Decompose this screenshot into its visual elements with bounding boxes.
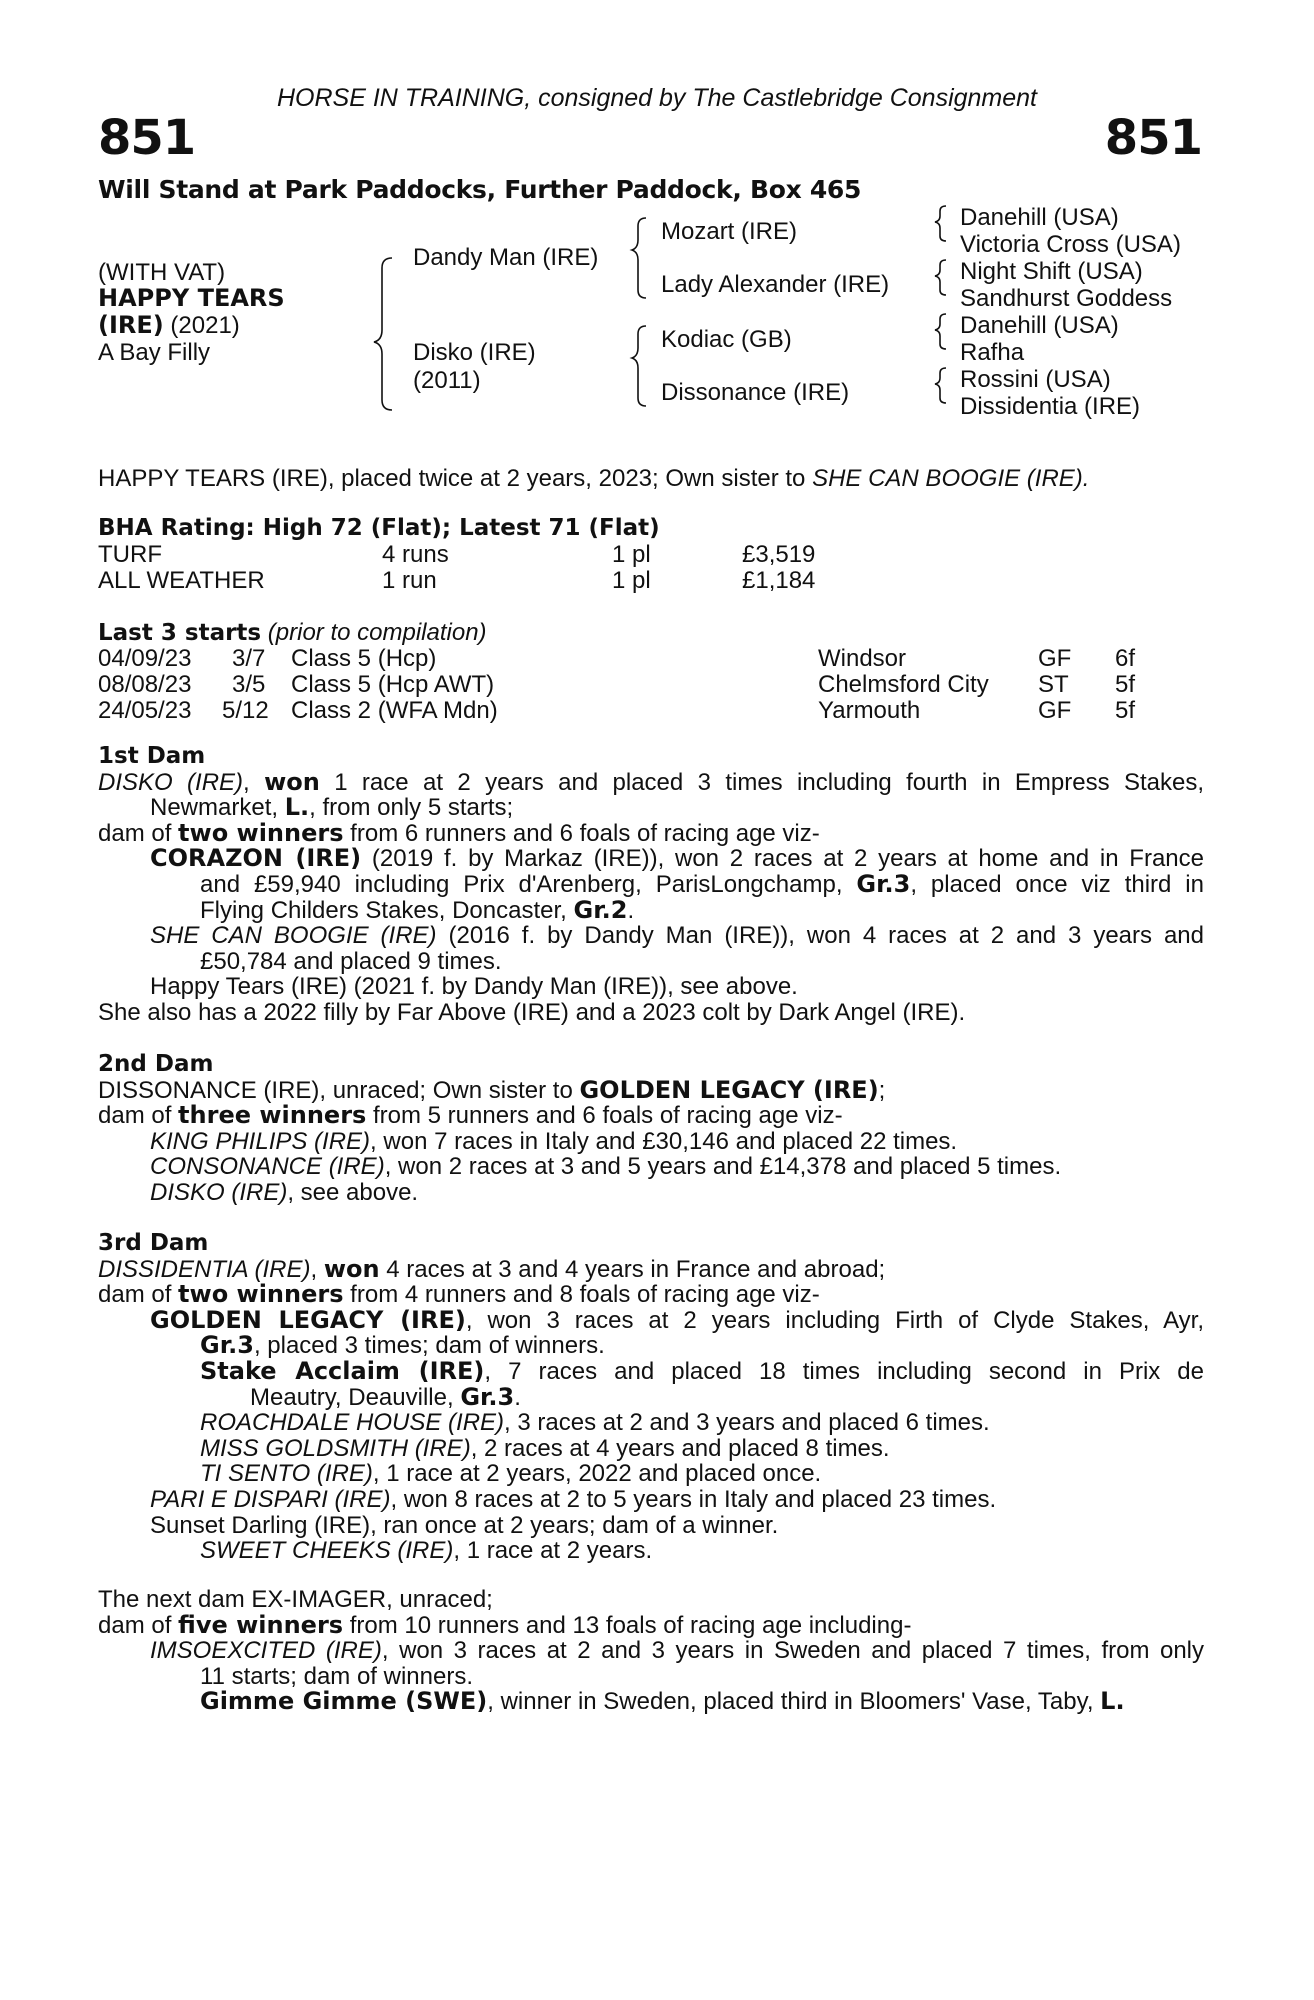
text: dam of	[98, 1281, 179, 1309]
second-dam-line-1	[98, 1075, 1204, 1104]
text: , won 2 races at 3 and 5 years and £14,378 and placed 5 times.	[384, 1153, 1062, 1181]
text: , 1 race at 2 years, 2022 and placed once.	[372, 1460, 822, 1488]
second-dam-line-2	[98, 1103, 1204, 1129]
pedigree-sd: Lady Alexander (IRE)	[661, 271, 890, 298]
second-dam-line-4	[98, 1154, 1204, 1180]
pedigree-ssd: Victoria Cross (USA)	[960, 231, 1181, 258]
winners-count: three winners	[178, 1101, 367, 1130]
starts-heading	[98, 619, 487, 647]
start-3-going: GF	[1038, 697, 1072, 724]
third-dam-title: 3rd Dam	[98, 1230, 209, 1256]
starts-title: Last 3 starts	[98, 620, 262, 646]
start-1-pos: 3/7	[232, 645, 266, 672]
pedigree-dam: Disko (IRE)	[413, 339, 536, 366]
won-label: won	[264, 767, 320, 796]
text: , see above.	[287, 1178, 419, 1206]
rating-row-2-prize: £1,184	[742, 567, 816, 594]
pedigree-ds: Kodiac (GB)	[661, 326, 792, 353]
foal-name: SWEET CHEEKS (IRE)	[200, 1537, 454, 1565]
next-dam-line-2	[98, 1610, 1204, 1639]
text: , won 3 races at 2 years including Firth of Clyde Stakes, Ayr,	[465, 1306, 1204, 1334]
third-dam-line-2	[98, 1282, 1204, 1308]
foal-name: MISS GOLDSMITH (IRE)	[200, 1434, 471, 1462]
dam-name: DISKO (IRE)	[98, 768, 244, 796]
text: .	[627, 896, 635, 924]
start-1-race: Class 5 (Hcp)	[291, 645, 437, 672]
text: .	[514, 1383, 521, 1411]
text: , 2 races at 4 years and placed 8 times.	[470, 1434, 890, 1462]
text: dam of	[98, 819, 179, 847]
first-dam-title: 1st Dam	[98, 743, 206, 769]
grade: Gr.3	[200, 1331, 254, 1360]
next-dam-line-1: The next dam EX-IMAGER, unraced;	[98, 1586, 493, 1613]
summary-text: HAPPY TEARS (IRE), placed twice at 2 years, 2023; Own sister to	[98, 465, 813, 492]
grade: L.	[284, 793, 310, 822]
brace-ss	[935, 206, 946, 241]
horse-description: A Bay Filly	[98, 339, 211, 366]
first-dam-line-8: £50,784 and placed 9 times.	[200, 947, 502, 975]
second-dam-title: 2nd Dam	[98, 1051, 214, 1077]
text: , 1 race at 2 years.	[453, 1537, 653, 1565]
first-dam-line-4	[98, 846, 1204, 872]
third-dam-line-3	[98, 1305, 1204, 1334]
start-2-race: Class 5 (Hcp AWT)	[291, 671, 495, 698]
text: dam of	[98, 1102, 179, 1130]
first-dam-line-10: She also has a 2022 filly by Far Above (IRE) and a 2023 colt by Dark Angel (IRE).	[98, 998, 966, 1026]
first-dam-line-2	[98, 795, 1204, 821]
horse-year: (2021)	[163, 312, 240, 339]
foal-name: KING PHILIPS (IRE)	[150, 1127, 371, 1155]
text: Flying Childers Stakes, Doncaster,	[200, 896, 574, 924]
text: , 3 races at 2 and 3 years and placed 6 times.	[504, 1409, 990, 1437]
next-dam-line-5	[98, 1689, 1204, 1715]
start-2-course: Chelmsford City	[818, 671, 989, 698]
winners-count: two winners	[178, 1280, 344, 1309]
text: from 6 runners and 6 foals of racing age viz-	[343, 819, 820, 847]
summary-sister: SHE CAN BOOGIE (IRE).	[812, 465, 1090, 492]
first-dam-line-3	[98, 818, 1204, 847]
horse-origin: (IRE)	[98, 311, 164, 339]
third-dam-line-9	[98, 1461, 1204, 1487]
rating-row-1-runs: 4 runs	[382, 541, 449, 568]
rating-row-2-runs: 1 run	[382, 567, 437, 594]
first-dam-line-9: Happy Tears (IRE) (2021 f. by Dandy Man (IRE)), see above.	[150, 973, 798, 1001]
grade: Gr.2	[573, 895, 628, 924]
vat-note: (WITH VAT)	[98, 259, 226, 286]
text: from 10 runners and 13 foals of racing age including-	[343, 1611, 912, 1639]
foal-name: ROACHDALE HOUSE (IRE)	[200, 1409, 505, 1437]
foal-name: CONSONANCE (IRE)	[150, 1153, 385, 1181]
text: DISSONANCE (IRE), unraced; Own sister to	[98, 1076, 580, 1104]
third-dam-line-12	[98, 1538, 1204, 1564]
pedigree-dds: Rossini (USA)	[960, 366, 1111, 393]
lot-number-right: 851	[1104, 110, 1202, 166]
foal-name: DISKO (IRE)	[150, 1178, 288, 1206]
third-dam-line-5	[98, 1356, 1205, 1385]
first-dam-line-7	[98, 923, 1204, 949]
next-dam-line-4: 11 starts; dam of winners.	[200, 1662, 473, 1690]
third-dam-line-11: Sunset Darling (IRE), ran once at 2 years; dam of a winner.	[150, 1511, 779, 1539]
winners-count: two winners	[178, 818, 344, 847]
brace-main	[374, 258, 392, 410]
text: , 7 races and placed 18 times including second in Prix de	[484, 1357, 1205, 1385]
text: Meautry, Deauville,	[250, 1383, 461, 1411]
pedigree-sdd: Sandhurst Goddess	[960, 285, 1173, 312]
stand-info: Will Stand at Park Paddocks, Further Paddock, Box 465	[98, 175, 862, 204]
lot-number-left: 851	[98, 110, 196, 166]
winners-count: five winners	[178, 1610, 344, 1639]
rating-row-1-placed: 1 pl	[612, 541, 651, 568]
start-1-dist: 6f	[1115, 645, 1136, 672]
foal-name: SHE CAN BOOGIE (IRE)	[150, 922, 437, 950]
rating-row-2-surface: ALL WEATHER	[98, 567, 265, 594]
start-2-date: 08/08/23	[98, 671, 192, 698]
start-3-date: 24/05/23	[98, 697, 192, 724]
pedigree-ddd: Dissidentia (IRE)	[960, 393, 1141, 420]
foal-name: Stake Acclaim (IRE)	[200, 1356, 485, 1385]
text: Newmarket,	[150, 794, 285, 822]
pedigree-dss: Danehill (USA)	[960, 312, 1119, 339]
text: and £59,940 including Prix d'Arenberg, ParisLongchamp,	[200, 870, 857, 898]
next-dam-section	[98, 1587, 1204, 1715]
brace-ds	[935, 314, 946, 349]
second-dam-line-5	[98, 1180, 1204, 1206]
start-3-pos: 5/12	[222, 697, 269, 724]
third-dam-line-1	[98, 1254, 1204, 1283]
sep: ,	[243, 768, 265, 796]
text: 1 race at 2 years and placed 3 times including fourth in Empress Stakes,	[319, 768, 1205, 796]
grade: Gr.3	[460, 1382, 515, 1411]
start-2-going: ST	[1038, 671, 1069, 698]
rating-title: BHA Rating: High 72 (Flat); Latest 71 (Flat)	[98, 515, 660, 541]
text: from 4 runners and 8 foals of racing age viz-	[343, 1281, 820, 1309]
pedigree-sire: Dandy Man (IRE)	[413, 244, 599, 271]
text: , won 3 races at 2 and 3 years in Sweden and placed 7 times, from only	[381, 1637, 1204, 1665]
text: , placed 3 times; dam of winners.	[253, 1332, 605, 1360]
text: (2019 f. by Markaz (IRE)), won 2 races at 2 years at home and in France	[361, 845, 1204, 873]
first-dam-section	[98, 744, 1204, 1026]
sep: ,	[310, 1255, 324, 1283]
dam-name: DISSIDENTIA (IRE)	[98, 1255, 311, 1283]
pedigree-dam-year: (2011)	[413, 367, 481, 394]
sister-name: GOLDEN LEGACY (IRE)	[579, 1075, 879, 1104]
brace-sd	[935, 260, 946, 295]
won-label: won	[323, 1254, 380, 1283]
starts-note: (prior to compilation)	[261, 619, 487, 646]
first-dam-line-1	[98, 767, 1205, 796]
foal-name: CORAZON (IRE)	[150, 844, 362, 873]
start-3-course: Yarmouth	[818, 697, 921, 724]
text: from 5 runners and 6 foals of racing age viz-	[366, 1102, 843, 1130]
start-1-course: Windsor	[818, 645, 907, 672]
grade: L.	[1100, 1687, 1125, 1716]
pedigree-dsd: Rafha	[960, 339, 1025, 366]
start-3-dist: 5f	[1115, 697, 1136, 724]
foal-name: PARI E DISPARI (IRE)	[150, 1485, 391, 1513]
pedigree-sds: Night Shift (USA)	[960, 258, 1143, 285]
text: (2016 f. by Dandy Man (IRE)), won 4 races at 2 and 3 years and	[436, 922, 1204, 950]
third-dam-line-8	[98, 1436, 1204, 1462]
foal-name: GOLDEN LEGACY (IRE)	[150, 1305, 466, 1334]
third-dam-line-4	[98, 1333, 1204, 1359]
summary-line	[98, 465, 1089, 493]
first-dam-line-5	[98, 869, 1204, 898]
second-dam-line-3	[98, 1129, 1204, 1155]
text: , from only 5 starts;	[309, 794, 514, 822]
horse-name: HAPPY TEARS	[98, 284, 285, 312]
foal-name: IMSOEXCITED (IRE)	[150, 1637, 382, 1665]
text: 4 races at 3 and 4 years in France and abroad;	[379, 1255, 886, 1283]
foal-name: TI SENTO (IRE)	[200, 1460, 373, 1488]
second-dam-section	[98, 1052, 1204, 1206]
next-dam-line-3	[98, 1638, 1204, 1664]
foal-name: Gimme Gimme (SWE)	[200, 1687, 488, 1716]
rating-row-1-surface: TURF	[98, 541, 162, 568]
start-1-date: 04/09/23	[98, 645, 192, 672]
third-dam-section	[98, 1231, 1204, 1564]
start-2-pos: 3/5	[232, 671, 266, 698]
rating-row-1-prize: £3,519	[742, 541, 816, 568]
text: , winner in Sweden, placed third in Bloomers' Vase, Taby,	[487, 1688, 1101, 1716]
text: , won 7 races in Italy and £30,146 and placed 22 times.	[370, 1127, 958, 1155]
brace-dam	[632, 326, 646, 406]
third-dam-line-6	[98, 1382, 1204, 1411]
start-2-dist: 5f	[1115, 671, 1136, 698]
text: dam of	[98, 1611, 179, 1639]
brace-dd	[935, 368, 946, 403]
first-dam-line-6	[98, 895, 1204, 924]
pedigree-sss: Danehill (USA)	[960, 204, 1119, 231]
third-dam-line-10	[98, 1487, 1204, 1513]
pedigree-ss: Mozart (IRE)	[661, 218, 798, 245]
rating-row-2-placed: 1 pl	[612, 567, 651, 594]
start-1-going: GF	[1038, 645, 1072, 672]
start-3-race: Class 2 (WFA Mdn)	[291, 697, 498, 724]
third-dam-line-7	[98, 1410, 1204, 1436]
consignment-header: HORSE IN TRAINING, consigned by The Castlebridge Consignment	[276, 84, 1038, 112]
text: , placed once viz third in	[910, 870, 1204, 898]
text: ;	[878, 1076, 886, 1104]
text: , won 8 races at 2 to 5 years in Italy and placed 23 times.	[390, 1485, 997, 1513]
pedigree-dd: Dissonance (IRE)	[661, 379, 850, 406]
brace-sire	[632, 218, 646, 298]
grade: Gr.3	[856, 869, 911, 898]
